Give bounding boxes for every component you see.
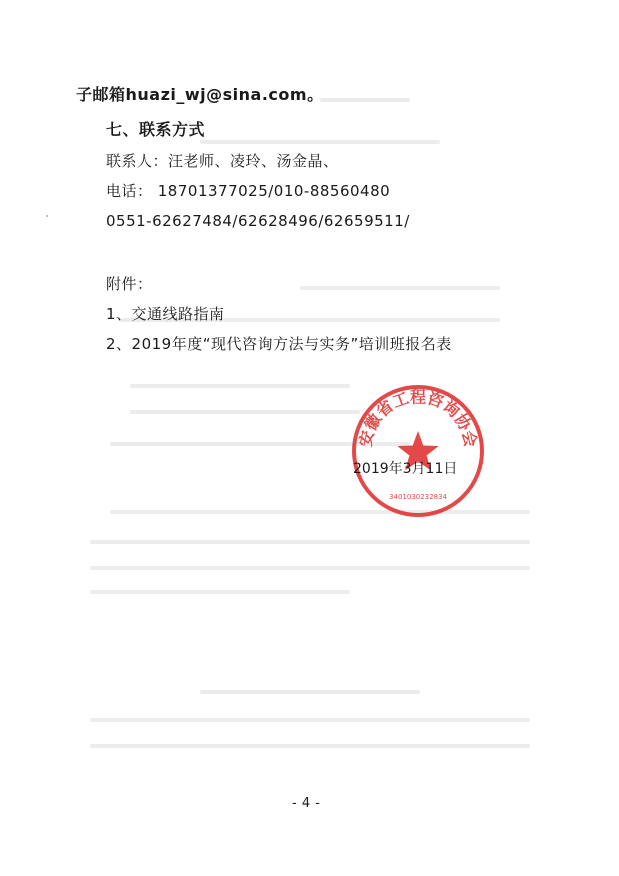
bleed-through-mark <box>90 540 530 544</box>
seal-ring-text: 安徽省工程咨询协会 <box>355 387 481 449</box>
attachment-item-2: 2、2019年度“现代咨询方法与实务”培训班报名表 <box>106 335 452 353</box>
contact-heading: 七、联系方式 <box>106 120 206 139</box>
bleed-through-mark <box>90 744 530 748</box>
scan-speck <box>46 215 48 217</box>
email-line: 子邮箱huazi_wj@sina.com。 <box>76 85 324 104</box>
page-number: - 4 - <box>292 796 321 811</box>
bleed-through-mark <box>90 718 530 722</box>
bleed-through-mark <box>200 140 440 144</box>
seal-code: 3401030232834 <box>389 493 447 501</box>
attachment-item-1: 1、交通线路指南 <box>106 305 225 323</box>
contact-phone-2: 0551-62627484/62628496/62659511/ <box>106 212 410 230</box>
bleed-through-mark <box>130 410 360 414</box>
bleed-through-mark <box>90 566 530 570</box>
bleed-through-mark <box>90 590 350 594</box>
bleed-through-mark <box>200 690 420 694</box>
document-date: 2019年3月11日 <box>353 461 458 477</box>
contact-phone: 电话： 18701377025/010-88560480 <box>106 182 391 200</box>
contact-people: 联系人：汪老师、凌玲、汤金晶、 <box>106 152 339 170</box>
attachments-label: 附件： <box>106 275 153 293</box>
bleed-through-mark <box>320 98 410 102</box>
official-seal <box>350 383 486 519</box>
bleed-through-mark <box>130 384 350 388</box>
bleed-through-mark <box>300 286 500 290</box>
